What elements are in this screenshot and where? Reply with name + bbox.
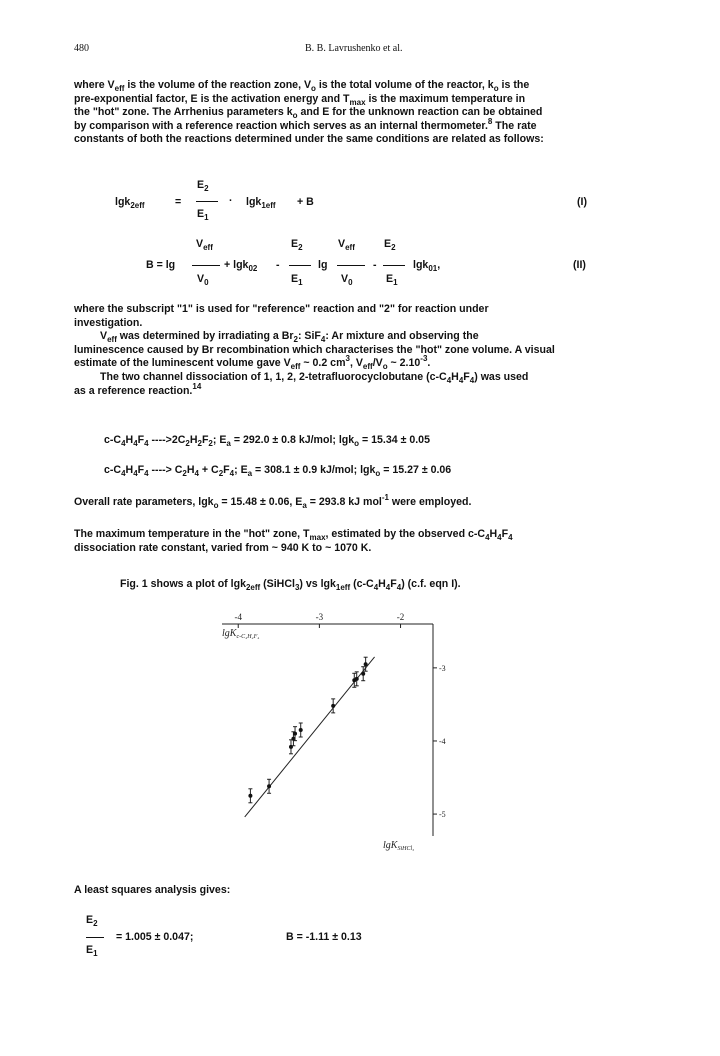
overall-parameters: Overall rate parameters, lgk$_o$ = 15.48 ± 0.06, $E_a = 293.8$ kJ mol$^{-1}$ were employed. [74,493,472,510]
reaction-2: $c-C_4H_4F_4$ ----> $C_2H_4 + C_2F_4$; $E_a = 308.1 \pm 0.9$ kJ/mol; lgk$_o$ = 15.27 ± 0.06 [104,464,452,478]
text-line: by comparison with a reference reaction which serves as an internal thermometer.$^8$ The rate [74,116,537,132]
eq1-plus-b: + B [297,196,314,208]
eq1-tag: (I) [577,196,587,208]
data-point [267,779,271,793]
ls-ratio-value: = 1.005 ± 0.047; [116,931,194,943]
x-tick-label: -2 [396,612,405,622]
text-line: luminescence caused by Br recombination which characterises the "hot" zone volume. A visual [74,343,555,356]
data-point [355,672,359,686]
fraction-bar [86,937,104,938]
text-line: The maximum temperature in the "hot" zone, $T_{max}$, estimated by the observed $c-C_4H_4F_4$ [74,528,513,542]
x-tick-label: -4 [234,612,242,622]
eq1-rhs: lgk$_{1eff}$ [246,196,276,210]
x-tick-label: -3 [315,612,324,622]
eq2-frac1-den: $V_0$ [197,273,209,287]
eq2-term5: lgk$_{01}$, [413,259,441,273]
text-line: estimate of the luminescent volume gave $V_{eff}$ ~ 0.2 $cm^3$, $V_{eff}/V_o$ ~ $2.10^{-3}$. [74,354,431,372]
data-point [299,723,303,737]
text-line: where $V_{eff}$ is the volume of the reaction zone, $V_o$ is the total volume of the reactor, $k_o$ is the [74,79,530,93]
y-tick-label: -3 [439,663,446,673]
eq2-frac4-den: $E_1$ [386,273,398,287]
y-axis-label: lgK$_{SiHCl_3}$ [383,840,415,852]
text-line: constants of both the reactions determined under the same conditions are related as follows: [74,133,544,146]
reaction-1: $c-C_4H_4F_4$ $---->2C_2H_2F_2$; $E_a = 292.0 \pm 0.8$ kJ/mol; lgk$_o$ = 15.34 ± 0.05 [104,434,430,448]
text-line: pre-exponential factor, E is the activation energy and $T_{max}$ is the maximum temperature in [74,92,526,107]
eq2-term2: + lgk$_{02}$ [224,259,258,273]
eq2-lg: lg [318,259,328,271]
eq1-numerator: $E_2$ [197,179,209,193]
text-line: investigation. [74,316,143,329]
y-tick-label: -4 [439,736,446,746]
y-tick-label: -5 [439,810,446,820]
figure-caption: Fig. 1 shows a plot of lgk$_{2eff}$ (SiHCl$_3$) vs lgk$_{1eff}$ $(c-C_4H_4F_4)$ (c.f. eqn I). [120,578,461,592]
page-number: 480 [74,43,89,54]
axis-ticks [234,612,445,819]
eq2-frac2-num: $E_2$ [291,238,303,252]
running-head: B. B. Lavrushenko et al. [305,43,403,54]
text-line: where the subscript "1" is used for "reference" reaction and "2" for reaction under [74,303,489,315]
eq2-minus-2: - [373,259,377,271]
x-axis-label: lgK$_{c-C_4H_4F_4}$ [222,628,260,640]
eq2-frac3-num: $V_{eff}$ [338,238,355,252]
text-line: $V_{eff}$ was determined by irradiating a $Br_2$: SiF$_4$: Ar mixture and observing the [100,330,479,345]
eq2-frac1-num: $V_{eff}$ [196,238,213,252]
eq1-lhs: lgk$_{2eff}$ [115,196,145,210]
eq1-equals: = [175,196,182,208]
data-point [248,789,252,803]
ls-denominator: $E_1$ [86,944,98,958]
eq2-tag: (II) [573,259,586,271]
eq1-dot: · [229,195,233,207]
ls-numerator: $E_2$ [86,914,98,928]
eq2-frac2-den: $E_1$ [291,273,303,287]
plot-axes [222,624,433,836]
eq1-denominator: $E_1$ [197,208,209,222]
ls-b-value: B = -1.11 ± 0.13 [286,931,362,943]
text-line: as a reference reaction.$^{14}$ [74,381,202,397]
eq2-frac4-num: $E_2$ [384,238,396,252]
data-point [289,740,293,754]
data-points [248,657,367,803]
text-line: dissociation rate constant, varied from ~ 940 K to ~ 1070 K. [74,541,372,554]
eq2-minus-1: - [276,259,280,271]
eq2-lhs: B = lg [146,259,176,271]
text-line: the "hot" zone. The Arrhenius parameters $k_o$ and E for the unknown reaction can be obtained [74,106,543,121]
least-squares-intro: A least squares analysis gives: [74,884,231,896]
eq2-frac3-den: $V_0$ [341,273,353,287]
text-line: The two channel dissociation of 1, 1, 2, 2-tetrafluorocyclobutane $(c-C_4H_4F_4)$ was used [100,370,529,385]
data-point [331,699,335,713]
